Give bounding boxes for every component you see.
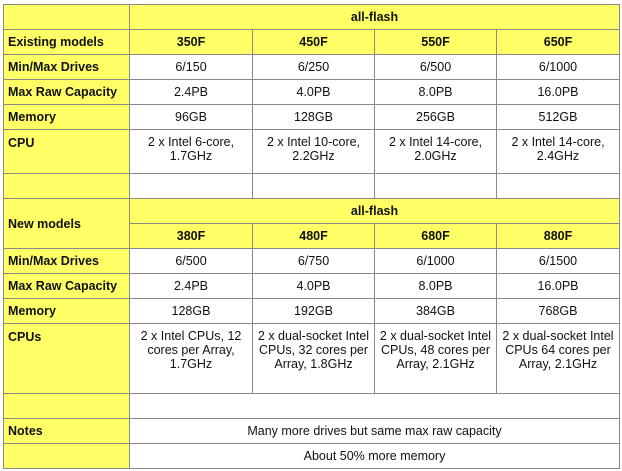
table-cell: 384GB <box>375 299 497 324</box>
new-group-row <box>4 199 620 224</box>
table-cell: 768GB <box>497 299 620 324</box>
model-header: 680F <box>375 224 497 249</box>
model-header: 450F <box>253 30 375 55</box>
row-label: Memory <box>4 299 130 324</box>
table-cell: 16.0PB <box>497 80 620 105</box>
spacer-cell <box>130 394 620 419</box>
table-cell: 2 x dual-socket Intel CPUs 64 cores per Array, 2.1GHz <box>497 324 620 394</box>
table-cell: 128GB <box>130 299 253 324</box>
table-cell: 2 x Intel CPUs, 12 cores per Array, 1.7GHz <box>130 324 253 394</box>
table-row <box>4 299 620 324</box>
table-cell: 2 x Intel 6-core, 1.7GHz <box>130 130 253 174</box>
table-row <box>4 274 620 299</box>
spacer-cell <box>497 174 620 199</box>
existing-group-label: all-flash <box>130 5 620 30</box>
spacer-label <box>4 394 130 419</box>
notes-label-empty <box>4 444 130 469</box>
spacer-label <box>4 174 130 199</box>
table-cell: 96GB <box>130 105 253 130</box>
existing-models-row <box>4 30 620 55</box>
table-cell: 256GB <box>375 105 497 130</box>
spacer-cell <box>375 174 497 199</box>
table-cell: 2 x Intel 14-core, 2.0GHz <box>375 130 497 174</box>
table-cell: 4.0PB <box>253 80 375 105</box>
notes-line: Many more drives but same max raw capacity <box>130 419 620 444</box>
model-header: 650F <box>497 30 620 55</box>
table-cell: 8.0PB <box>375 80 497 105</box>
model-header: 880F <box>497 224 620 249</box>
table-row <box>4 55 620 80</box>
table-cell: 6/1500 <box>497 249 620 274</box>
table-cell: 6/1000 <box>375 249 497 274</box>
table-cell: 6/500 <box>375 55 497 80</box>
spacer-cell <box>130 174 253 199</box>
table-cell: 2 x dual-socket Intel CPUs, 32 cores per Array, 1.8GHz <box>253 324 375 394</box>
row-label: Min/Max Drives <box>4 249 130 274</box>
row-label: CPUs <box>4 324 130 394</box>
spacer-row <box>4 174 620 199</box>
row-label: Max Raw Capacity <box>4 274 130 299</box>
table-cell: 16.0PB <box>497 274 620 299</box>
table-cell: 2.4PB <box>130 80 253 105</box>
notes-line: About 50% more memory <box>130 444 620 469</box>
table-row <box>4 130 620 174</box>
table-cell: 4.0PB <box>253 274 375 299</box>
table-cell: 512GB <box>497 105 620 130</box>
row-label: Memory <box>4 105 130 130</box>
model-header: 350F <box>130 30 253 55</box>
corner-cell <box>4 5 130 30</box>
table-cell: 2 x Intel 14-core, 2.4GHz <box>497 130 620 174</box>
table-row <box>4 249 620 274</box>
existing-group-row <box>4 5 620 30</box>
spacer-row <box>4 394 620 419</box>
table-cell: 6/750 <box>253 249 375 274</box>
model-header: 380F <box>130 224 253 249</box>
model-header: 480F <box>253 224 375 249</box>
table-cell: 2 x dual-socket Intel CPUs, 48 cores per Array, 2.1GHz <box>375 324 497 394</box>
spec-comparison-table <box>3 4 620 469</box>
spacer-cell <box>253 174 375 199</box>
new-section-label: New models <box>4 199 130 249</box>
notes-label: Notes <box>4 419 130 444</box>
table-cell: 6/1000 <box>497 55 620 80</box>
table-row <box>4 324 620 394</box>
new-group-label: all-flash <box>130 199 620 224</box>
table-cell: 8.0PB <box>375 274 497 299</box>
existing-section-label: Existing models <box>4 30 130 55</box>
model-header: 550F <box>375 30 497 55</box>
row-label: CPU <box>4 130 130 174</box>
row-label: Min/Max Drives <box>4 55 130 80</box>
table-cell: 2 x Intel 10-core, 2.2GHz <box>253 130 375 174</box>
notes-row <box>4 444 620 469</box>
table-row <box>4 80 620 105</box>
table-cell: 128GB <box>253 105 375 130</box>
row-label: Max Raw Capacity <box>4 80 130 105</box>
table-row <box>4 105 620 130</box>
table-cell: 6/150 <box>130 55 253 80</box>
notes-row <box>4 419 620 444</box>
table-cell: 2.4PB <box>130 274 253 299</box>
table-cell: 192GB <box>253 299 375 324</box>
table-cell: 6/250 <box>253 55 375 80</box>
table-cell: 6/500 <box>130 249 253 274</box>
